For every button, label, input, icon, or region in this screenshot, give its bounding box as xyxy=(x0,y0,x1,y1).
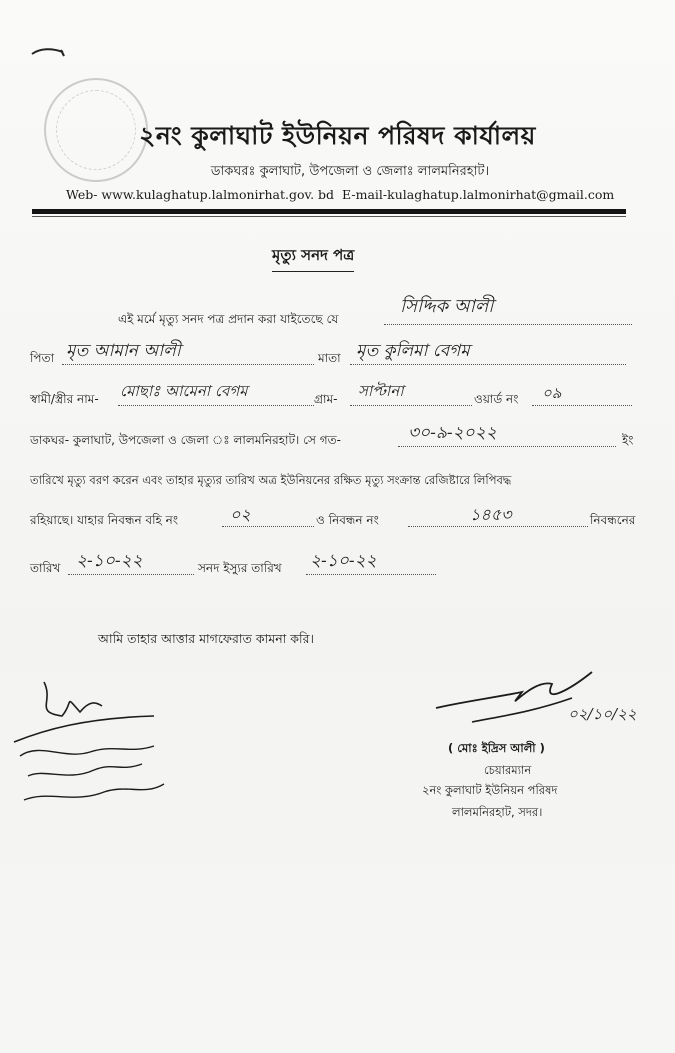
web-email-line xyxy=(66,187,614,202)
ward-number: ০৯ xyxy=(542,384,562,402)
death-date: ৩০-৯-২০২২ xyxy=(408,423,497,443)
chairman-name: ( মোঃ ইদ্রিস আলী ) xyxy=(448,741,545,755)
deceased-name: সিদ্দিক আলী xyxy=(400,296,494,317)
deceased-name-dots xyxy=(384,324,632,325)
father-name: মৃত আমান আলী xyxy=(66,341,181,361)
issue-date: ২-১০-২২ xyxy=(310,551,377,571)
ward-label: ওয়ার্ড নং xyxy=(474,392,519,406)
mother-label: মাতা xyxy=(318,351,341,365)
spouse-dots xyxy=(118,405,314,406)
issue-date-label: সনদ ইস্যুর তারিখ xyxy=(198,561,282,575)
chairman-location: লালমনিরহাট, সদর। xyxy=(452,805,543,819)
signature-date: ০২/১০/২২ xyxy=(568,705,637,723)
corner-pen-mark xyxy=(30,44,66,58)
office-title: ২নং কুলাঘাট ইউনিয়ন পরিষদ কার্যালয় xyxy=(139,121,536,150)
registration-date: ২-১০-২২ xyxy=(76,551,143,571)
header-rule-thick xyxy=(32,209,626,214)
registration-number: ১৪৫৩ xyxy=(470,505,512,524)
email-address: E-mail-kulaghatup.lalmonirhat@gmail.com xyxy=(342,187,615,202)
spouse-label: স্বামী/স্ত্রীর নাম- xyxy=(30,392,99,406)
chairman-designation: চেয়ারম্যান xyxy=(484,763,532,777)
left-handwritten-signature xyxy=(4,672,174,842)
book-number-label: রহিয়াছে। যাহার নিবন্ধন বহি নং xyxy=(30,513,178,527)
chairman-office: ২নং কুলাঘাট ইউনিয়ন পরিষদ xyxy=(422,783,558,797)
village-dots xyxy=(350,405,472,406)
registration-date-label: তারিখ xyxy=(30,561,61,575)
book-number: ০২ xyxy=(230,505,251,524)
village-label: গ্রাম- xyxy=(314,392,338,406)
mother-name: মৃত কুলিমা বেগম xyxy=(356,341,470,361)
certify-text: এই মর্মে মৃত্যু সনদ পত্র প্রদান করা যাইতেছে যে xyxy=(118,312,339,326)
village-name: সাপ্টানা xyxy=(358,382,404,400)
register-statement: তারিখে মৃত্যু বরণ করেন এবং তাহার মৃত্যুর তারিখ অত্র ইউনিয়নের রক্ষিত মৃত্যু সংক্রান্ত রেজিষ্টারে লিপিবদ্ধ xyxy=(30,473,512,487)
registration-number-label: ও নিবন্ধন নং xyxy=(316,513,379,527)
postal-address-text: ডাকঘর- কুলাঘাট, উপজেলা ও জেলা ঃ লালমনিরহাট। সে গত- xyxy=(30,433,341,447)
registration-suffix: নিবন্ধনের xyxy=(590,513,636,527)
spouse-name: মোছাঃ আমেনা বেগম xyxy=(120,382,248,400)
document-title: মৃত্যু সনদ পত্র xyxy=(272,244,354,272)
date-suffix: ইং xyxy=(622,433,634,447)
header-rule-thin xyxy=(32,216,626,217)
office-address: ডাকঘরঃ কুলাঘাট, উপজেলা ও জেলাঃ লালমনিরহাট। xyxy=(210,164,490,179)
father-label: পিতা xyxy=(30,351,55,365)
web-address: Web- www.kulaghatup.lalmonirhat.gov. bd xyxy=(66,187,335,202)
prayer-text: আমি তাহার আত্তার মাগফেরাত কামনা করি। xyxy=(98,631,314,646)
